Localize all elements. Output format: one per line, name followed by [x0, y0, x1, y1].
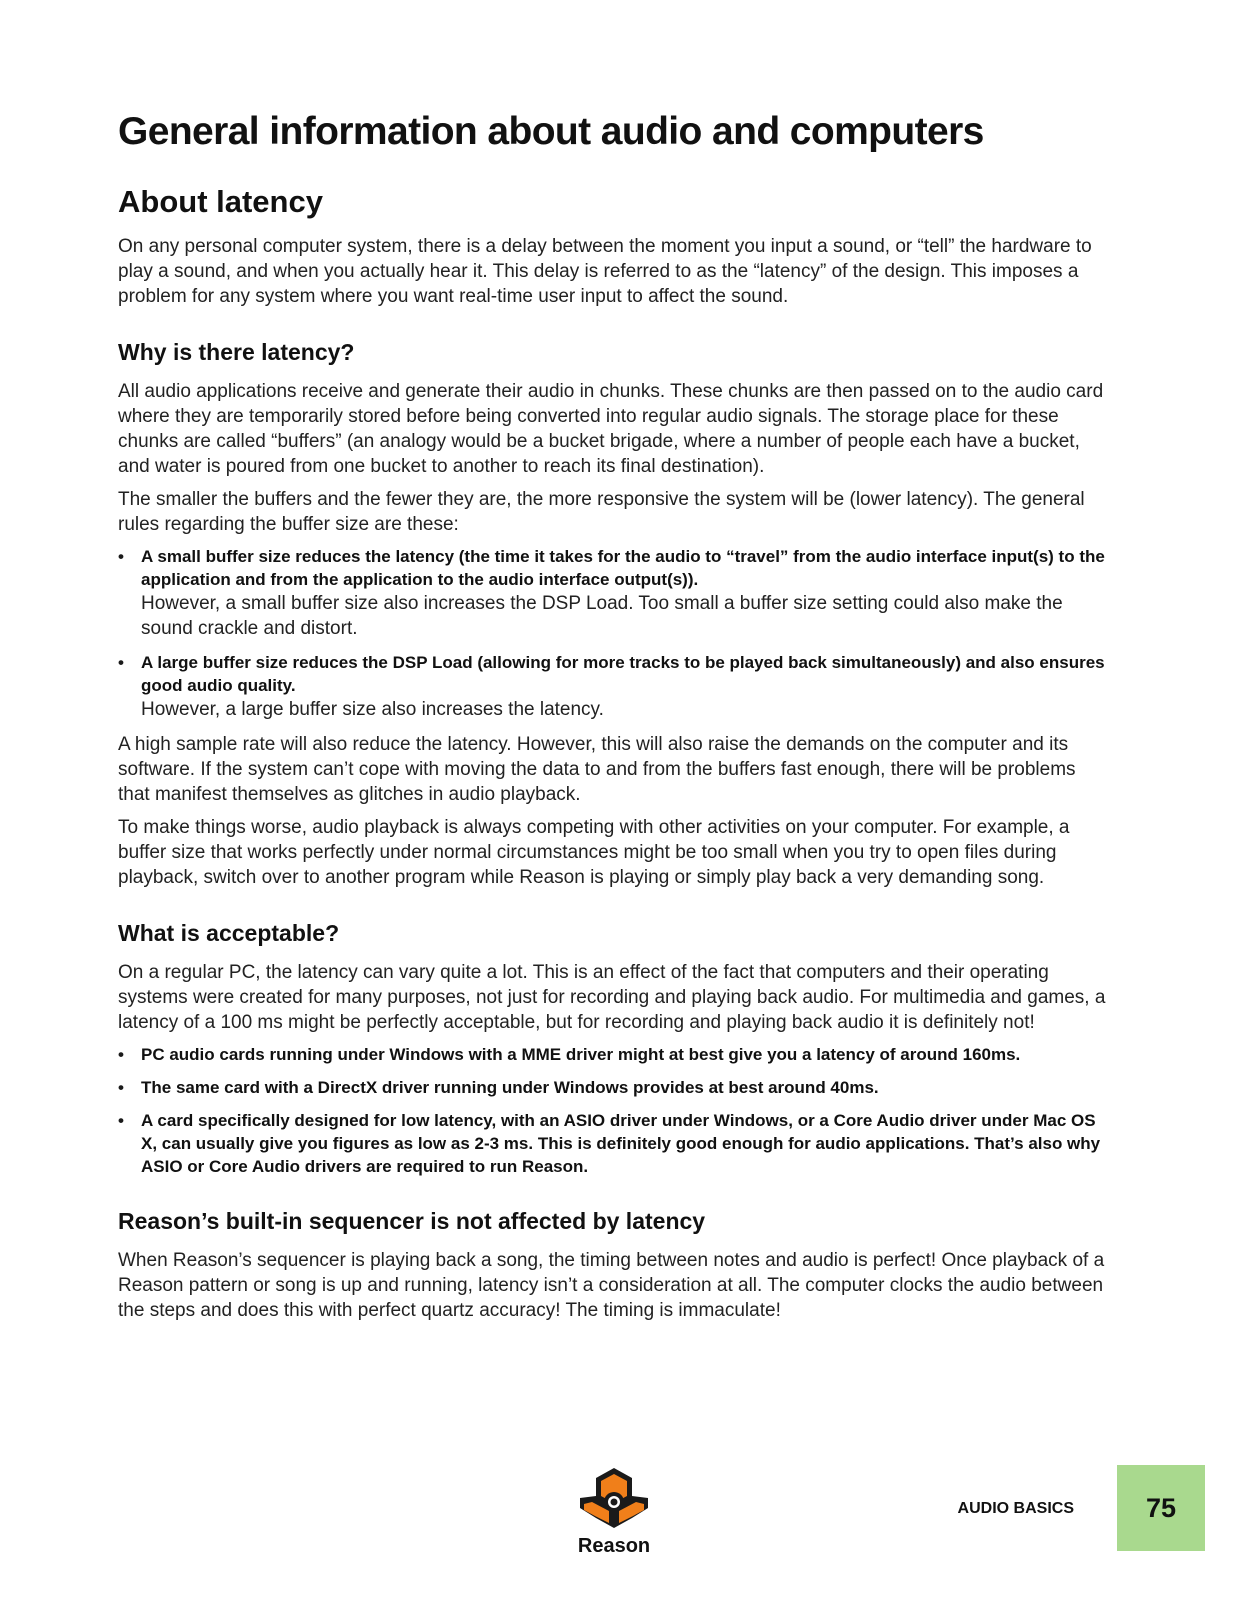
bullet-lead: PC audio cards running under Windows with a MME driver might at best give you a latency of around 160ms.: [141, 1045, 1021, 1064]
bullet-icon: •: [118, 1078, 124, 1097]
list-item: [118, 545, 1108, 641]
bullet-follow: However, a large buffer size also increases the latency.: [141, 699, 604, 720]
section-heading-latency: About latency: [118, 184, 323, 219]
list-item: [118, 1076, 1108, 1099]
page-content: [118, 106, 1108, 1331]
buffer-rules-list: [118, 545, 1108, 722]
intro-paragraph: On any personal computer system, there is a delay between the moment you input a sound, or “tell” the hardware to play a sound, and when you actually hear it. This delay is referred to as the “latency” of the design. This imposes a problem for any system where you want real-time user input to affect the sound.: [118, 236, 1092, 307]
acceptable-section: [118, 918, 1108, 1178]
sequencer-section: [118, 1206, 1108, 1323]
list-item: [118, 1043, 1108, 1066]
sequencer-heading: Reason’s built-in sequencer is not affected by latency: [118, 1208, 706, 1234]
page-number-tab: [1117, 1465, 1205, 1551]
page-title: General information about audio and computers: [118, 110, 984, 153]
bullet-icon: •: [118, 653, 124, 672]
why-heading: Why is there latency?: [118, 339, 355, 365]
why-paragraph-2: The smaller the buffers and the fewer they are, the more responsive the system will be (lower latency). The general rules regarding the buffer size are these:: [118, 489, 1085, 535]
reason-logo: [573, 1466, 655, 1557]
bullet-icon: •: [118, 547, 124, 566]
why-paragraph-4: To make things worse, audio playback is always competing with other activities on your computer. For example, a buffer size that works perfectly under normal circumstances might be too small when you try to open files during playback, switch over to another program while Reason is playing or simply play back a very demanding song.: [118, 817, 1070, 888]
bullet-icon: •: [118, 1111, 124, 1130]
bullet-follow: However, a small buffer size also increases the DSP Load. Too small a buffer size setting could also make the sound crackle and distort.: [141, 593, 1063, 639]
bullet-lead: The same card with a DirectX driver running under Windows provides at best around 40ms.: [141, 1078, 879, 1097]
why-section: [118, 337, 1108, 890]
page-number: 75: [1145, 1492, 1177, 1523]
sequencer-paragraph: When Reason’s sequencer is playing back a song, the timing between notes and audio is perfect! Once playback of a Reason pattern or song is up and running, latency isn’t a consideration at all. The computer clocks the audio between the steps and does this with perfect quartz accuracy! The timing is immaculate!: [118, 1250, 1105, 1321]
bullet-lead: A small buffer size reduces the latency (the time it takes for the audio to “travel” from the audio interface input(s) to the application and from the application to the audio interface output(s)).: [141, 547, 1105, 589]
list-item: [118, 1109, 1108, 1178]
why-paragraph-1: All audio applications receive and generate their audio in chunks. These chunks are then passed on to the audio card where they are temporarily stored before being converted into regular audio signals. The storage place for these chunks are called “buffers” (an analogy would be a bucket brigade, where a number of people each have a bucket, and water is poured from one bucket to another to reach its final destination).: [118, 381, 1104, 477]
latency-figures-list: [118, 1043, 1108, 1178]
bullet-lead: A card specifically designed for low latency, with an ASIO driver under Windows, or a Core Audio driver under Mac OS X, can usually give you figures as low as 2-3 ms. This is definitely good enough for audio applications. That’s also why ASIO or Core Audio drivers are required to run Reason.: [141, 1111, 1101, 1176]
bullet-lead: A large buffer size reduces the DSP Load (allowing for more tracks to be played back simultaneously) and also ensures good audio quality.: [141, 653, 1105, 695]
acceptable-paragraph: On a regular PC, the latency can vary quite a lot. This is an effect of the fact that computers and their operating systems were created for many purposes, not just for recording and playing back audio. For multimedia and games, a latency of a 100 ms might be perfectly acceptable, but for recording and playing back audio it is definitely not!: [118, 962, 1106, 1033]
reason-logo-icon: [578, 1466, 650, 1532]
acceptable-heading: What is acceptable?: [118, 920, 340, 946]
list-item: [118, 651, 1108, 722]
logo-wordmark: Reason: [577, 1535, 651, 1557]
why-paragraph-3: A high sample rate will also reduce the latency. However, this will also raise the demands on the computer and its software. If the system can’t cope with moving the data to and from the buffers fast enough, there will be problems that manifest themselves as glitches in audio playback.: [118, 734, 1076, 805]
section-label: AUDIO BASICS: [957, 1500, 1074, 1517]
bullet-icon: •: [118, 1045, 124, 1064]
